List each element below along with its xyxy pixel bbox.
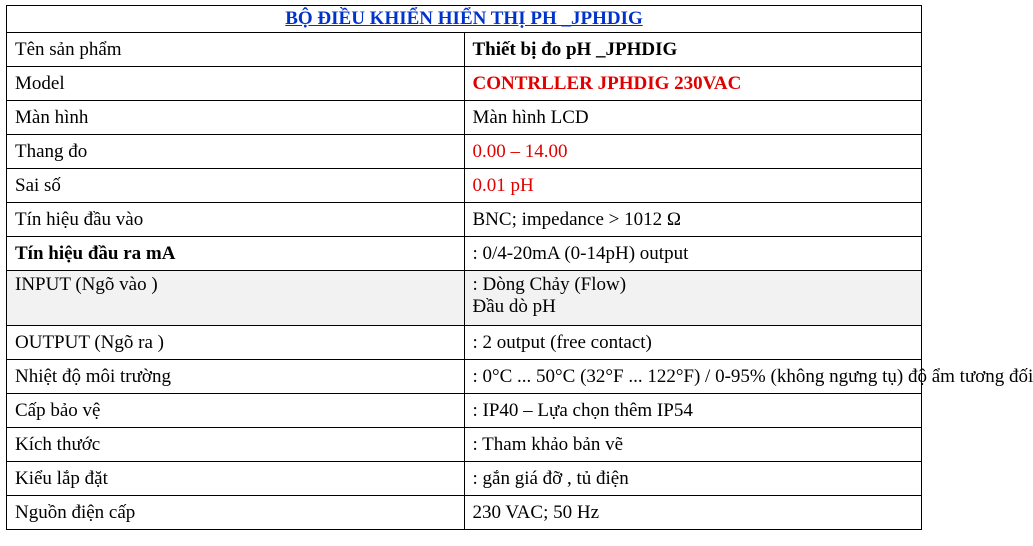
row-value: : IP40 – Lựa chọn thêm IP54: [464, 394, 922, 428]
row-label: Kiểu lắp đặt: [7, 462, 465, 496]
row-label: Tín hiệu đầu vào: [7, 203, 465, 237]
row-label: Kích thước: [7, 428, 465, 462]
table-row: [7, 271, 922, 326]
row-label: INPUT (Ngõ vào ): [7, 271, 465, 326]
title-row: [7, 6, 922, 33]
row-value: Thiết bị đo pH _JPHDIG: [464, 33, 922, 67]
row-label: Sai số: [7, 169, 465, 203]
row-value: : Tham khảo bản vẽ: [464, 428, 922, 462]
row-value-line: : Dòng Chảy (Flow): [472, 274, 627, 295]
table-row: [7, 135, 922, 169]
row-label: Tín hiệu đầu ra mA: [7, 237, 465, 271]
row-label: Model: [7, 67, 465, 101]
row-label: Tên sản phẩm: [7, 33, 465, 67]
table-row: [7, 496, 922, 530]
row-value: : 2 output (free contact): [464, 326, 922, 360]
table-row: [7, 394, 922, 428]
row-value: 0.00 – 14.00: [464, 135, 922, 169]
table-row: [7, 169, 922, 203]
row-label: Nguồn điện cấp: [7, 496, 465, 530]
table-row: [7, 101, 922, 135]
row-value: [464, 271, 922, 326]
row-label: Thang đo: [7, 135, 465, 169]
table-row: [7, 462, 922, 496]
row-label: OUTPUT (Ngõ ra ): [7, 326, 465, 360]
row-value: 0.01 pH: [464, 169, 922, 203]
row-value: 230 VAC; 50 Hz: [464, 496, 922, 530]
row-label: Nhiệt độ môi trường: [7, 360, 465, 394]
table-row: [7, 203, 922, 237]
table-title: BỘ ĐIỀU KHIỂN HIỂN THỊ PH _JPHDIG: [7, 6, 922, 33]
row-value: : 0/4-20mA (0-14pH) output: [464, 237, 922, 271]
row-value: CONTRLLER JPHDIG 230VAC: [464, 67, 922, 101]
row-value: BNC; impedance > 1012 Ω: [464, 203, 922, 237]
row-value: : gắn giá đỡ , tủ điện: [464, 462, 922, 496]
table-row: [7, 326, 922, 360]
row-value: : 0°C ... 50°C (32°F ... 122°F) / 0-95% (không ngưng tụ) độ ẩm tương đối: [464, 360, 922, 394]
table-row: [7, 360, 922, 394]
row-label: Cấp bảo vệ: [7, 394, 465, 428]
table-row: [7, 67, 922, 101]
table-row: [7, 33, 922, 67]
table-row: [7, 237, 922, 271]
row-value: Màn hình LCD: [464, 101, 922, 135]
table-row: [7, 428, 922, 462]
row-value-line: Đầu dò pH: [472, 296, 556, 317]
spec-table: [6, 5, 1033, 530]
row-label: Màn hình: [7, 101, 465, 135]
